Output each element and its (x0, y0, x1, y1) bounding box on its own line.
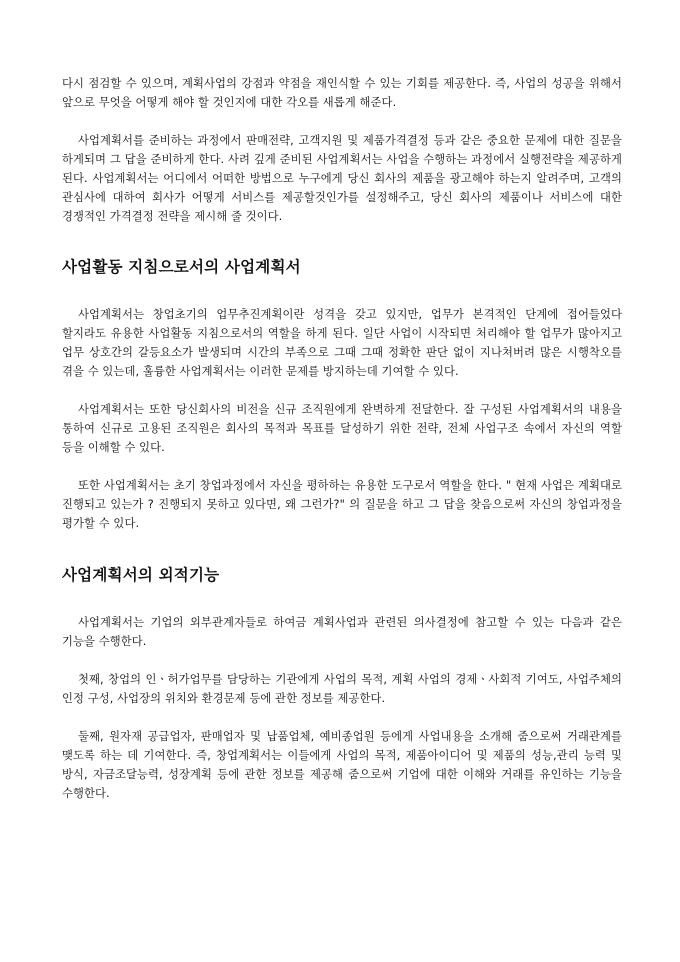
document-page (62, 74, 622, 803)
section1-paragraph-3: 또한 사업계획서는 초기 창업과정에서 자신을 평하하는 유용한 도구로서 역할을 한다. " 현재 사업은 계획대로 진행되고 있는가 ? 진행되지 못하고 있다면, 왜 그런가?" 의 질문을 하고 그 답을 찾음으로써 자신의 창업과정을 평가할 수 있다. (62, 479, 622, 530)
section-heading-business-guide: 사업활동 지침으로서의 사업계획서 (62, 258, 301, 276)
section-heading-external-functions: 사업계획서의 외적기능 (62, 566, 220, 584)
section2-paragraph-3: 둘째, 원자재 공급업자, 판매업자 및 납품업체, 예비종업원 등에게 사업내용을 소개해 줌으로써 거래관계를 맺도록 하는 데 기여한다. 즉, 창업계획서는 이들에게 사업의 목적, 제품아이디어 및 제품의 성능,관리 능력 및 방식, 자금조달능력, 성장계획 등에 관한 정보를 제공해 줌으로써 기업에 대한 이해와 거래를 유인하는 기능을 수행한다. (62, 730, 622, 800)
intro-paragraph-2: 사업계획서를 준비하는 과정에서 판매전략, 고객지원 및 제품가격결정 등과 같은 중요한 문제에 대한 질문을 하게되며 그 답을 준비하게 한다. 사려 깊게 준비된 사업계획서는 사업을 수행하는 과정에서 실행전략을 제공하게 된다. 사업계획서는 어디에서 어떠한 방법으로 누구에게 당신 회사의 제품을 광고해야 하는지 알려주며, 고객의 관심사에 대하여 회사가 어떻게 서비스를 제공할것인가를 설정해주고, 당신 회사의 제품이나 서비스에 대한 경쟁적인 가격결정 전략을 제시해 줄 것이다. (62, 134, 622, 223)
section1-paragraph-1: 사업계획서는 창업초기의 업무추진계획이란 성격을 갖고 있지만, 업무가 본격적인 단계에 접어들었다 할지라도 유용한 사업활동 지침으로서의 역할을 하게 된다. 일단 사업이 시작되면 처리해야 할 업무가 많아지고 업무 상호간의 갈등요소가 발생되며 시간의 부족으로 그때 그때 정확한 판단 없이 지나쳐버려 많은 시행착오를 겪을 수 있는데, 훌륭한 사업계획서는 이러한 문제를 방지하는데 기여할 수 있다. (62, 308, 622, 378)
intro-paragraph-1: 다시 점검할 수 있으며, 계획사업의 강점과 약점을 재인식할 수 있는 기회를 제공한다. 즉, 사업의 성공을 위해서 앞으로 무엇을 어떻게 해야 할 것인지에 대한 각오를 새롭게 해준다. (62, 77, 622, 109)
section1-paragraph-2: 사업계획서는 또한 당신회사의 비전을 신규 조직원에게 완벽하게 전달한다. 잘 구성된 사업계획서의 내용을 통하여 신규로 고용된 조직원은 회사의 목적과 목표를 달성하기 위한 전략, 전체 사업구조 속에서 자신의 역할 등을 이해할 수 있다. (62, 403, 622, 454)
section2-paragraph-1: 사업계획서는 기업의 외부관계자들로 하여금 계획사업과 관련된 의사결정에 참고할 수 있는 다음과 같은 기능을 수행한다. (62, 616, 622, 648)
section2-paragraph-2: 첫째, 창업의 인ㆍ허가업무를 담당하는 기관에게 사업의 목적, 계획 사업의 경제ㆍ사회적 기여도, 사업주체의 인정 구성, 사업장의 위치와 환경문제 등에 관한 정보를 제공한다. (62, 673, 622, 705)
